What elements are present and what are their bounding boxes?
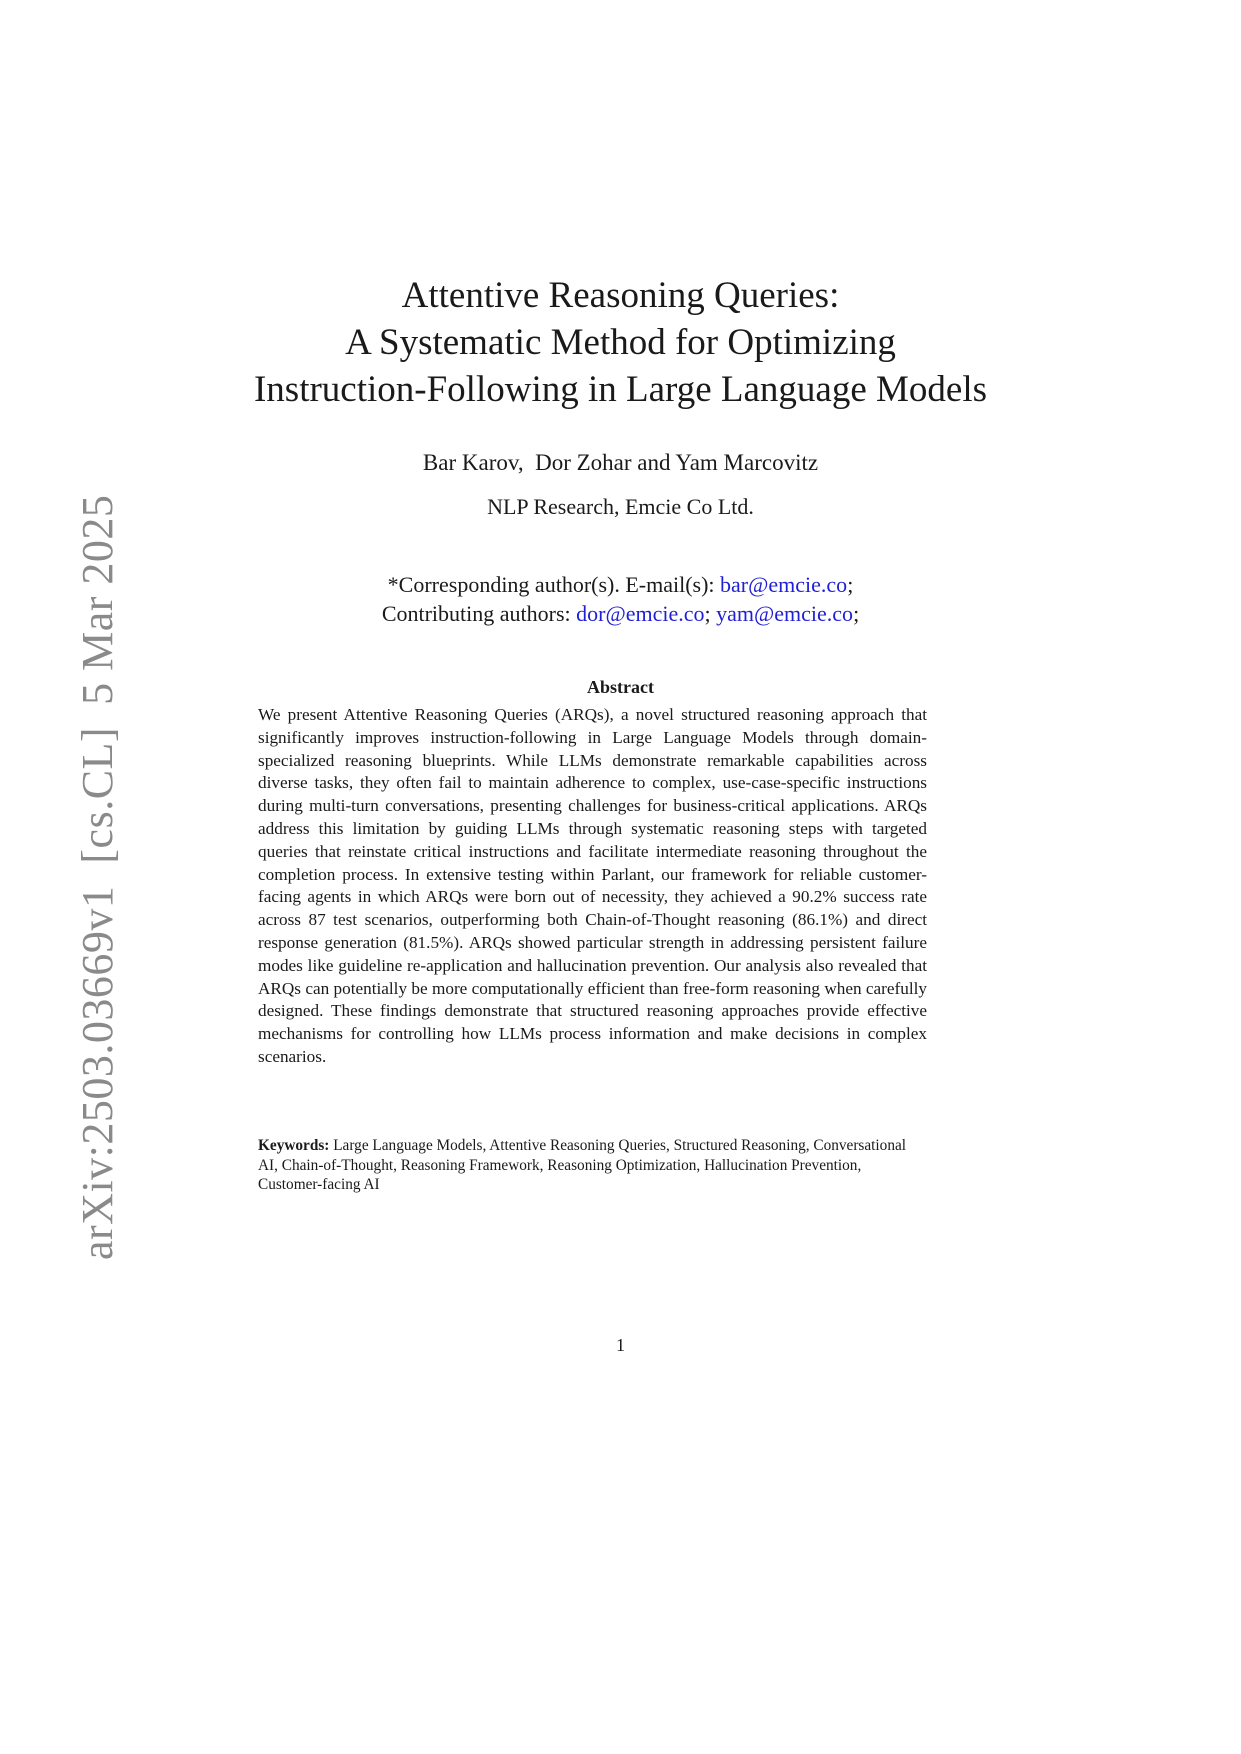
- paper-title: [0, 272, 1241, 413]
- corresponding-author-line: [0, 570, 1241, 599]
- affiliation: NLP Research, Emcie Co Ltd.: [487, 494, 754, 519]
- abstract-text: We present Attentive Reasoning Queries (ARQs), a novel structured reasoning approach that significantly improves instruction-following in Large Language Models through domain-specialized reasoning blueprints. While LLMs demonstrate remarkable capabilities across diverse tasks, they often fail to maintain adherence to complex, use-case-specific instructions during multi-turn conversations, presenting challenges for business-critical applications. ARQs address this limitation by guiding LLMs through systematic reasoning steps with targeted queries that reinstate critical instructions and facilitate intermediate reasoning throughout the completion process. In extensive testing within Parlant, our framework for reliable customer-facing agents in which ARQs were born out of necessity, they achieved a 90.2% success rate across 87 test scenarios, outperforming both Chain-of-Thought reasoning (86.1%) and direct response generation (81.5%). ARQs showed particular strength in addressing persistent failure modes like guideline re-application and hallucination prevention. Our analysis also revealed that ARQs can potentially be more computationally efficient than free-form reasoning when carefully designed. These findings demonstrate that structured reasoning approaches provide effective mechanisms for controlling how LLMs process information and make decisions in complex scenarios.: [258, 705, 927, 1066]
- title-line-2: A Systematic Method for Optimizing: [345, 322, 896, 363]
- correspondence-block: [0, 570, 1241, 628]
- page-number: 1: [616, 1335, 625, 1355]
- contributing-label: Contributing authors:: [381, 601, 577, 626]
- contributing-email-link-2[interactable]: yam@emcie.co: [716, 601, 854, 626]
- separator: ;: [704, 601, 717, 626]
- separator: ;: [853, 601, 860, 626]
- keywords-text: Large Language Models, Attentive Reasoning Queries, Structured Reasoning, Conversational AI, Chain-of-Thought, Reasoning Framework, Reasoning Optimization, Hallucination Prevention, Customer-facing AI: [258, 1137, 907, 1193]
- keywords-block: [258, 1136, 927, 1195]
- arxiv-date: 5 Mar 2025: [73, 494, 122, 705]
- contributing-authors-line: [0, 599, 1241, 628]
- contributing-email-link-1[interactable]: dor@emcie.co: [576, 601, 705, 626]
- title-line-1: Attentive Reasoning Queries:: [401, 275, 840, 316]
- abstract-heading: Abstract: [587, 677, 654, 697]
- keywords-label: Keywords:: [258, 1137, 330, 1154]
- author-list: Bar Karov, Dor Zohar and Yam Marcovitz: [422, 450, 819, 475]
- corresponding-label: *Corresponding author(s). E-mail(s):: [387, 572, 721, 597]
- title-line-3: Instruction-Following in Large Language Models: [253, 369, 987, 410]
- corresponding-email-link[interactable]: bar@emcie.co: [720, 572, 848, 597]
- arxiv-category: [cs.CL]: [73, 726, 122, 864]
- separator: ;: [847, 572, 854, 597]
- arxiv-id: arXiv:2503.03669v1: [73, 885, 122, 1260]
